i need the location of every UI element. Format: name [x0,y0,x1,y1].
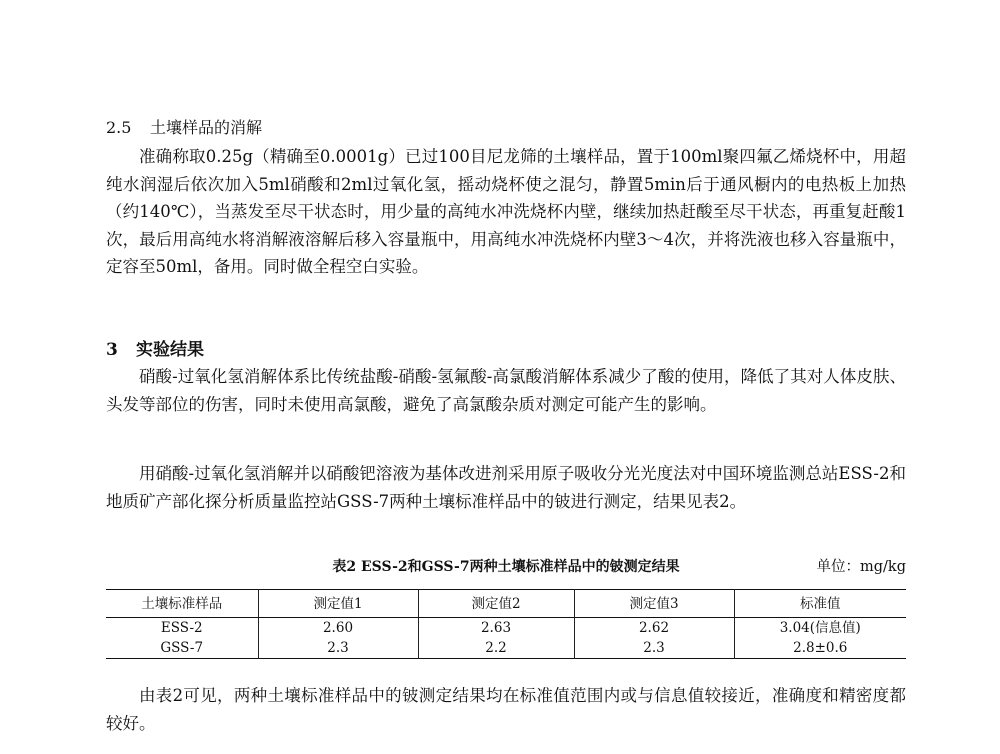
table-cell: 2.63 [418,618,574,639]
table-cell: GSS-7 [160,640,204,656]
table-cell: 2.3 [574,638,734,659]
column-header: 测定值3 [574,590,734,618]
column-header: 测定值1 [258,590,418,618]
table-row [106,618,906,639]
section-heading-2-5 [106,117,262,139]
digestion-paragraph: 准确称取0.25g（精确至0.0001g）已过100目尼龙筛的土壤样品，置于100ml聚四氟乙烯烧杯中，用超纯水润湿后依次加入5ml硝酸和2ml过氧化氢，摇动烧杯使之混匀，静置5min后于通风橱内的电热板上加热（约140℃），当蒸发至尽干状态时，用少量的高纯水冲洗烧杯内壁，继续加热赶酸至尽干状态，再重复赶酸1次，最后用高纯水将消解液溶解后移入容量瓶中，用高纯水冲洗烧杯内壁3～4次，并将洗液也移入容量瓶中，定容至50ml，备用。同时做全程空白实验。 [106,147,906,277]
section-heading-3 [106,338,204,362]
table-caption [106,556,906,578]
column-header: 标准值 [734,590,906,618]
table-unit: 单位：mg/kg [816,559,906,575]
results-table [106,589,906,659]
table-cell: 2.8±0.6 [734,638,906,659]
table-header-row [106,590,906,618]
column-header: 土壤标准样品 [141,595,223,612]
table-row [106,638,906,659]
column-header: 测定值2 [418,590,574,618]
conclusion-paragraph: 由表2可见，两种土壤标准样品中的铍测定结果均在标准值范围内或与信息值较接近，准确度和精密度都较好。 [106,686,906,733]
section-title: 实验结果 [136,340,204,360]
table-cell: 3.04(信息值) [734,618,906,639]
table-title: 表2 ESS-2和GSS-7两种土壤标准样品中的铍测定结果 [332,559,680,575]
section-number: 3 [106,340,118,360]
table-cell: 2.2 [418,638,574,659]
results-paragraph-1: 硝酸-过氧化氢消解体系比传统盐酸-硝酸-氢氟酸-高氯酸消解体系减少了酸的使用，降低了其对人体皮肤、头发等部位的伤害，同时未使用高氯酸，避免了高氯酸杂质对测定可能产生的影响。 [106,367,906,414]
section-title: 土壤样品的消解 [150,118,263,137]
table-cell: 2.3 [258,638,418,659]
table-cell: 2.62 [574,618,734,639]
table-cell: ESS-2 [160,620,203,636]
table-cell: 2.60 [258,618,418,639]
results-paragraph-2: 用硝酸-过氧化氢消解并以硝酸钯溶液为基体改进剂采用原子吸收分光光度法对中国环境监测总站ESS-2和地质矿产部化探分析质量监控站GSS-7两种土壤标准样品中的铍进行测定，结果见表2。 [106,464,906,511]
section-number: 2.5 [106,118,132,137]
